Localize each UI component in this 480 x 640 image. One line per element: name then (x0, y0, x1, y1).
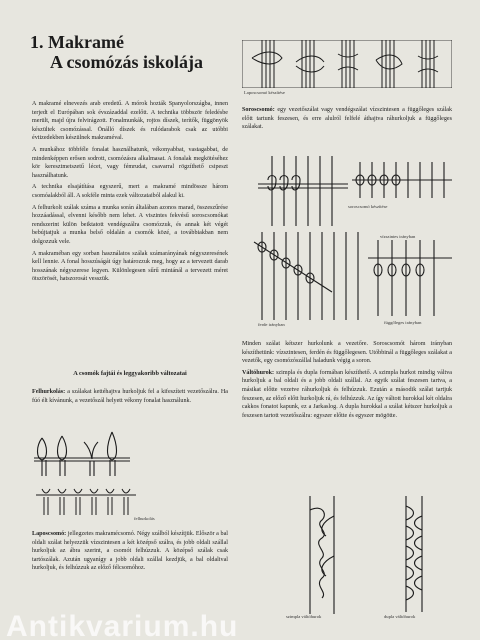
paragraph: A technika elsajátítása egyszerű, mert a makramé mindössze három csomóalakból áll. A sokféle minta ezek változataiból alakul ki. (32, 184, 228, 199)
szimpla-valtohurok-illustration (292, 496, 352, 614)
watermark: Antikvarium.hu (6, 610, 239, 640)
page-title (30, 32, 203, 72)
keyword: Felhurkolás: (32, 389, 66, 395)
description: egy vezetőszálat vagy vendégszálat vízszintesen a függőleges szálak előtt tartunk feszesen, és erre alulról felfelé áthajtva ráhurkoljuk a függőleges szálakat. (242, 107, 452, 131)
vizszintes-illustration (352, 162, 452, 198)
caption-fuggoleges: függőleges irányban (384, 320, 422, 325)
soroscsomo-detail (242, 340, 452, 423)
caption-laposcsomo: Laposcsomó készítése (244, 90, 285, 95)
laposcsomo-text (32, 530, 228, 576)
keyword: Váltóhurok: (242, 369, 275, 376)
description: jellegzetes makramécsomó. Négy szálból készítjük. Először a bal oldali szálat helyezzük vízszintesen a két középső szálra, és jobb oldali szállal hurkoljuk az ábra szerint, a csomót felhúzzuk. A középső szálak csak tartószálak. Azután ugyanígy a jobb oldali szállal kezdjük, a bal oldalival hurkoljuk, és felhúzzuk az előző félcsomóhoz. (32, 531, 228, 572)
paragraph: A felhurkolt szálak száma a munka során általában azonos marad, összeszűrése hozzáadással, elvenni később nem lehet. A viszintes fekvésű soroscsomókat rendszerint külön beiktatott vendégszálra csomózzuk, és annak két végét bebújtatjuk a munka belső oldalán a csomók közé, a továbbiakban nem dolgozzuk vele. (32, 204, 228, 245)
title-line-2: A csomózás iskolája (50, 52, 203, 72)
fuggoleges-illustration (368, 240, 452, 316)
caption-dupla-valtohurok: dupla váltóhurok (384, 614, 416, 619)
title-line-1: 1. Makramé (30, 32, 124, 52)
keyword: Soroscsomó: (242, 107, 275, 113)
paragraph: A makramé elnevezés arab eredetű. A mórok hozták Spanyolországba, innen terjedt el Európában sok évszázaddal ezelőtt. A technika többször feledésbe merült, majd újra felvirágzott. Fonalmunkák, rojtos díszek, terítők, függönyök készültek csomózással. Önálló díszek és rulódarabok csak az utóbbi évtizedekben készülnek makraméval. (32, 101, 228, 142)
ferde-illustration (252, 232, 362, 320)
paragraph: A munkához többféle fonalat használhatunk, vékonyabbat, vastagabbat, de mindenképpen erősen sodrott, csomózásra alkalmasat. A fonalak megkötéséhez kör keresztmetszetű lécet, vagy fémrudat, csavarral rögzíthető csipeszt használhatunk. (32, 146, 228, 179)
caption-szimpla-valtohurok: szimpla váltóhurok (286, 614, 322, 619)
description: szimpla és dupla formában készíthető. A szimpla hurkot mindig váltva hurkoljuk a bal oldali és a jobb oldali szállal. Az egyik szálat feszesen tartva, a másikat előtte vezetve ráhurkoljuk és felhúzzuk. Ezután a második szálat tartjuk feszesen, az előző előtt hurkoljuk rá, és felhúzzuk. Az így váltott hurokkal két oldalra cakkos fonatot kapunk, ez a Jarkaslog. A dupla hurokkal a szálat kétszer hurkoljuk a feszesen tartott vezetőszálra: egyszer előtte és egyszer mögötte. (242, 369, 452, 419)
caption-vizszintes: vízszintes irányban (380, 234, 416, 239)
keyword: Laposcsomó: (32, 531, 67, 537)
felhurkolas-row-illustration (36, 485, 136, 517)
dupla-valtohurok-illustration (394, 496, 434, 612)
caption-ferde: ferde irányban (258, 322, 285, 327)
paragraph: Minden szálat kétszer hurkolunk a vezetőre. Soroscsomót három irányban készíthetünk: vízszintesen, ferdén és függőlegesen. Utóbbinál a függőleges szálakat a vezetők, egy csomózószállal haladunk végig a soron. (242, 341, 452, 365)
section-subheading: A csomók fajtái és leggyakoribb változatai (73, 370, 187, 377)
caption-felhurkolas: felhurkolás (134, 516, 155, 521)
soroscsomo-illustration (258, 156, 348, 226)
caption-soroscsomo-keszites: soroscsomó készítése (348, 204, 388, 209)
felhurkolas-illustration (32, 428, 132, 478)
soroscsomo-text (242, 106, 452, 135)
paragraph: A makraméban egy sorban használatos szálak számarányának négyszeresének kell lennie. A fonal hosszúságát úgy határozzuk meg, hogy az a tervezett darab hosszának négyszerese legyen. Különlegesen sűrű mintánál a tervezett méret ötszörösét, hatszorosát vesszük. (32, 250, 228, 283)
intro-text (32, 100, 228, 287)
description: a szálakat kettéhajtva hurkoljuk fel a kifeszített vezetőszálra. Ha fúó élt kívánunk, a vezetőszál helyett vékony fonalat használunk. (32, 389, 228, 404)
felhurkolas-text (32, 388, 228, 408)
laposcsomo-illustration (242, 40, 452, 88)
